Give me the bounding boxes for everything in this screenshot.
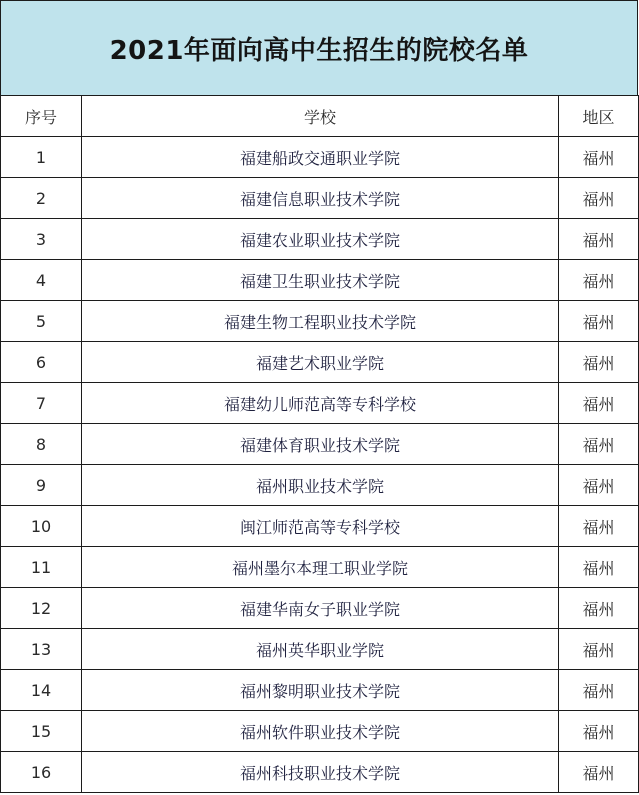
row-number: 3	[1, 219, 82, 260]
table-header	[1, 96, 639, 137]
row-number: 6	[1, 342, 82, 383]
row-region: 福州	[559, 465, 639, 506]
row-number: 7	[1, 383, 82, 424]
row-number: 1	[1, 137, 82, 178]
row-number: 10	[1, 506, 82, 547]
row-number: 16	[1, 752, 82, 793]
row-school: 福建生物工程职业技术学院	[82, 301, 559, 342]
row-number: 5	[1, 301, 82, 342]
row-school: 福建农业职业技术学院	[82, 219, 559, 260]
table-body	[1, 137, 639, 793]
row-region: 福州	[559, 752, 639, 793]
row-school: 福州软件职业技术学院	[82, 711, 559, 752]
row-region: 福州	[559, 670, 639, 711]
row-school: 福州科技职业技术学院	[82, 752, 559, 793]
table-row	[1, 711, 639, 752]
table-row	[1, 178, 639, 219]
row-school: 福建体育职业技术学院	[82, 424, 559, 465]
row-number: 8	[1, 424, 82, 465]
table-row	[1, 752, 639, 793]
row-school: 福建艺术职业学院	[82, 342, 559, 383]
row-region: 福州	[559, 301, 639, 342]
row-region: 福州	[559, 629, 639, 670]
row-number: 15	[1, 711, 82, 752]
table-row	[1, 219, 639, 260]
row-school: 福州墨尔本理工职业学院	[82, 547, 559, 588]
header-number: 序号	[1, 96, 82, 137]
row-school: 福建船政交通职业学院	[82, 137, 559, 178]
table-row	[1, 547, 639, 588]
table-row	[1, 506, 639, 547]
table-row	[1, 629, 639, 670]
table-row	[1, 465, 639, 506]
row-region: 福州	[559, 547, 639, 588]
row-school: 福州职业技术学院	[82, 465, 559, 506]
row-region: 福州	[559, 424, 639, 465]
row-region: 福州	[559, 506, 639, 547]
row-number: 9	[1, 465, 82, 506]
page-title: 2021年面向高中生招生的院校名单	[0, 0, 638, 96]
header-region: 地区	[559, 96, 639, 137]
table-row	[1, 260, 639, 301]
row-number: 11	[1, 547, 82, 588]
table-row	[1, 670, 639, 711]
row-school: 福建幼儿师范高等专科学校	[82, 383, 559, 424]
row-number: 13	[1, 629, 82, 670]
table-row	[1, 342, 639, 383]
table-row	[1, 424, 639, 465]
table-row	[1, 301, 639, 342]
header-school: 学校	[82, 96, 559, 137]
row-school: 闽江师范高等专科学校	[82, 506, 559, 547]
row-region: 福州	[559, 383, 639, 424]
row-school: 福建卫生职业技术学院	[82, 260, 559, 301]
header-row	[1, 96, 639, 137]
row-school: 福建信息职业技术学院	[82, 178, 559, 219]
row-region: 福州	[559, 711, 639, 752]
table-row	[1, 588, 639, 629]
row-school: 福州黎明职业技术学院	[82, 670, 559, 711]
row-region: 福州	[559, 342, 639, 383]
row-region: 福州	[559, 588, 639, 629]
table-row	[1, 137, 639, 178]
row-school: 福州英华职业学院	[82, 629, 559, 670]
row-region: 福州	[559, 178, 639, 219]
school-table	[0, 95, 639, 793]
row-number: 12	[1, 588, 82, 629]
row-school: 福建华南女子职业学院	[82, 588, 559, 629]
row-region: 福州	[559, 137, 639, 178]
row-number: 14	[1, 670, 82, 711]
row-region: 福州	[559, 219, 639, 260]
row-number: 2	[1, 178, 82, 219]
table-row	[1, 383, 639, 424]
row-region: 福州	[559, 260, 639, 301]
row-number: 4	[1, 260, 82, 301]
